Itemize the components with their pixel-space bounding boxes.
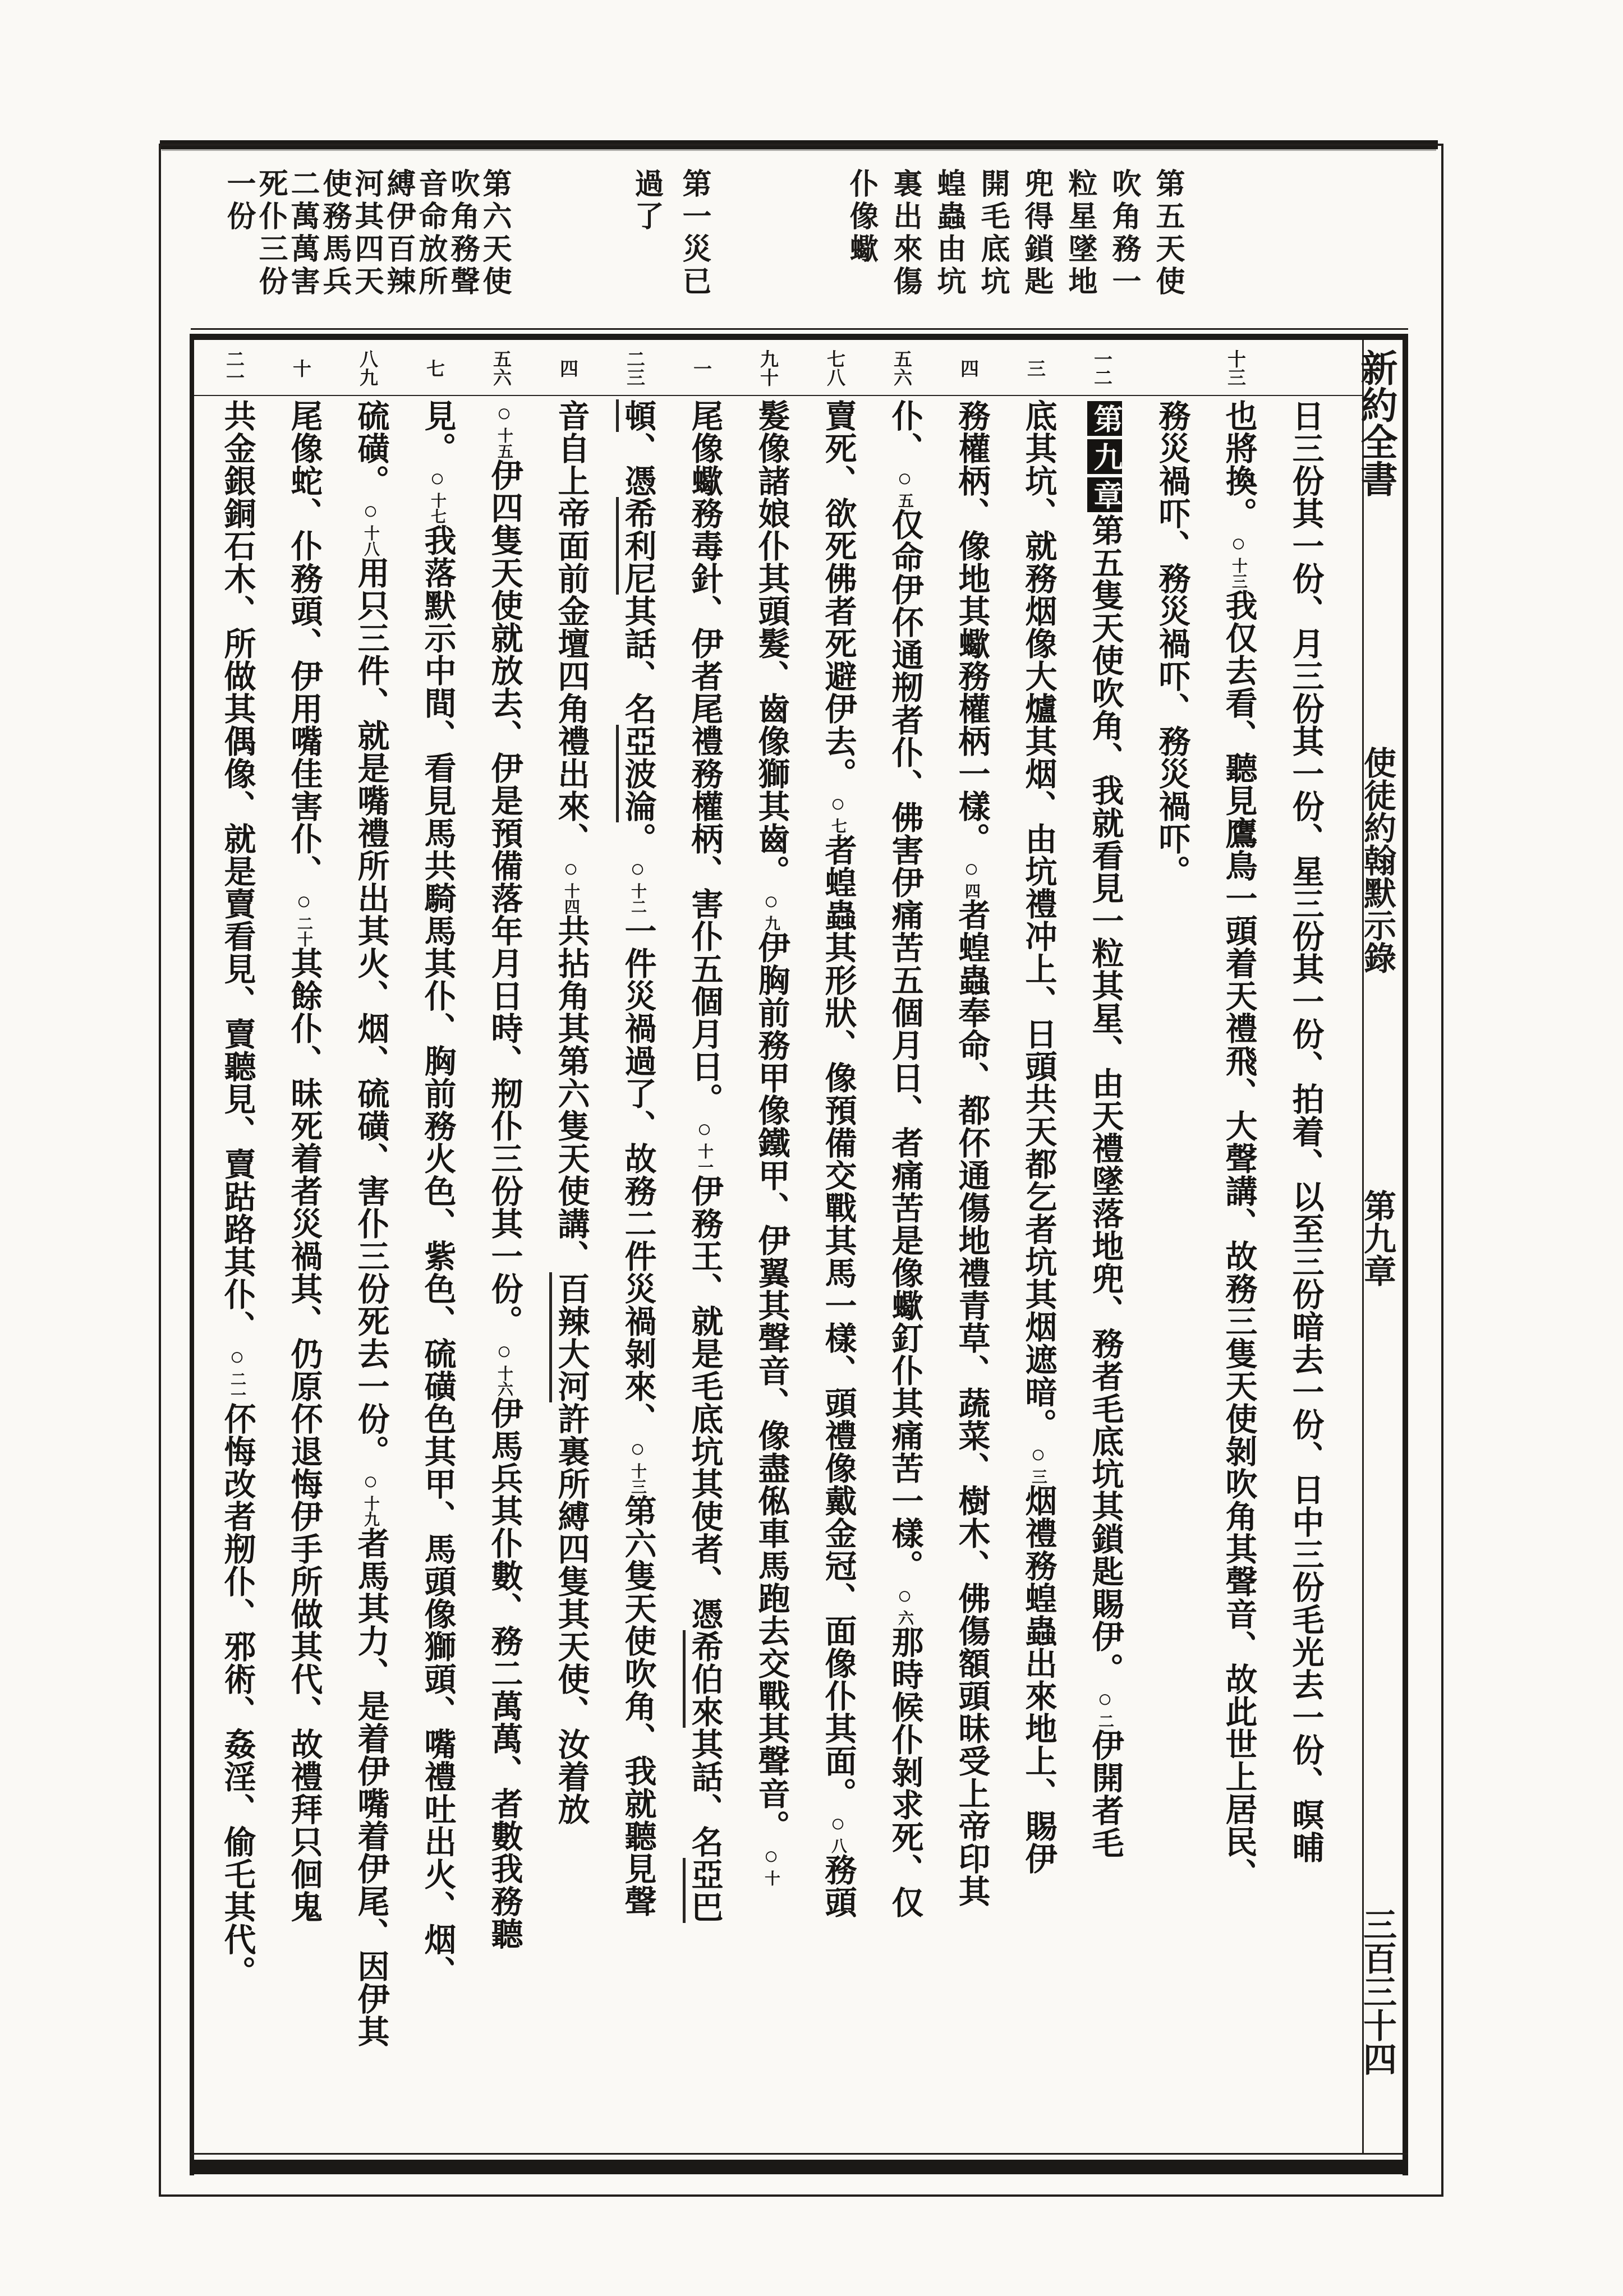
text-column-5: 底其坑、就務烟像大爐其烟、由坑禮冲上、日頭共天都乞者坑其烟遮暗。○三烟禮務蝗蟲出來地上、賜伊	[1020, 399, 1056, 1875]
verse-band-number: 十三	[1225, 349, 1245, 386]
gloss-left-col: 縛伊百辣	[382, 168, 414, 298]
frame-bottom-border	[191, 2160, 1408, 2174]
verse-marker: ○九	[757, 887, 785, 931]
chapter-heading-inverted: 第九章	[1087, 399, 1123, 514]
text-column-10: 尾像蠍務毒針、伊者尾禮務權柄、害仆五個月日。○十一伊務王、就是毛底坑其使者、憑希伯來其話、名亞巴	[678, 399, 723, 2159]
verse-marker: ○六	[891, 1582, 918, 1626]
verse-marker: ○二十	[290, 887, 318, 947]
gloss-right-col: 裏出來傷	[889, 168, 921, 298]
verse-marker: ○七	[824, 790, 852, 834]
verse-marker: ○四	[958, 855, 985, 899]
gloss-middle-col: 過了	[630, 168, 662, 233]
section-title: 使徒約翰默示錄	[1359, 746, 1395, 974]
text-column-4: 第九章第五隻天使吹角、我就看見一粒其星、由天禮墜落地兜、務者毛底坑其鎖匙賜伊。○二伊開者毛	[1079, 399, 1124, 2159]
chapter-label: 第九章	[1359, 1189, 1395, 1287]
text-column-13: ○十五伊四隻天使就放去、伊是預備落年月日時、剏仆三份其一份。○十六伊馬兵其仆數、務二萬萬、者數我務聽	[486, 399, 522, 1950]
verse-band-rule	[194, 395, 1362, 396]
gloss-right-col: 第五天使	[1151, 168, 1183, 298]
verse-band-number: 九十	[757, 349, 778, 386]
verse-band-number: 十	[290, 358, 310, 378]
text-column-7: 仆、○五仅命伊伓通剏者仆、佛害伊痛苦五個月日、者痛苦是像蠍釘仆其痛苦一樣。○六那時候仆剝求死、仅	[887, 399, 922, 1918]
frame-right-border	[1403, 334, 1408, 2175]
gloss-right-col: 兜得鎖匙	[1020, 168, 1052, 298]
verse-marker: ○十五	[490, 399, 518, 459]
verse-band-number: 五六	[490, 349, 511, 386]
verse-band-number: 七八	[824, 349, 844, 386]
gloss-left-col: 二萬萬害	[286, 168, 318, 298]
text-column-12: 音自上帝面前金壇四角禮出來、○十四共拈角其第六隻天使講、百辣大河許裏所縛四隻其天使、汝着放	[545, 399, 590, 2159]
gloss-left-col: 音命放所	[414, 168, 446, 298]
text-column-11: 頓、憑希利尼其話、名亞波淪。○十二一件災禍過了、故務二件災禍剝來、○十三第六隻天使吹角、我就聽見聲	[612, 399, 656, 2159]
verse-marker: ○十二	[624, 855, 651, 914]
book-title: 新約全書	[1355, 349, 1396, 497]
proper-name: 頓	[616, 399, 655, 432]
text-column-6: 務權柄、像地其蠍務權柄一樣。○四者蝗蟲奉命、都伓通傷地禮青草、蔬菜、樹木、佛傷額頭昧受上帝印其	[954, 399, 989, 1907]
gloss-right-col: 粒星墜地	[1064, 168, 1096, 298]
verse-marker: ○十	[757, 1842, 785, 1886]
proper-name: 亞波淪	[616, 725, 655, 822]
verse-band-number: 七	[424, 358, 444, 378]
gloss-right-col: 吹角務一	[1107, 168, 1139, 298]
verse-band-number: 四	[557, 358, 577, 378]
verse-band-number: 五六	[891, 349, 911, 386]
verse-marker: ○三	[1024, 1441, 1052, 1484]
gloss-right-col: 仆像蠍	[845, 168, 877, 266]
gloss-left-col: 吹角務聲	[446, 168, 478, 298]
proper-name: 亞巴	[683, 1858, 722, 1923]
verse-band-number: 二三	[624, 349, 644, 386]
verse-band-number: 八九	[357, 349, 377, 386]
text-column-1: 日三份其一份、月三份其一份、星三份其一份、拍着、以至三份暗去一份、日中三份毛光去一份、暝晡	[1288, 399, 1323, 1864]
gloss-left-col: 河其四天	[350, 168, 382, 298]
proper-name: 百辣大河	[549, 1272, 588, 1402]
verse-band-number: 一	[691, 358, 711, 378]
frame-left-border	[190, 334, 194, 2175]
verse-marker: ○十九	[357, 1467, 384, 1527]
verse-band-number: 二一	[223, 349, 243, 386]
gloss-middle-col: 第一災已	[678, 168, 710, 298]
verse-marker: ○十七	[424, 464, 451, 524]
text-column-15: 硫磺。○十八用只三件、就是嘴禮所出其火、烟、硫磺、害仆三份死去一份。○十九者馬其力、是着伊嘴着伊尾、因伊其	[353, 399, 388, 2047]
verse-marker: ○十六	[490, 1337, 518, 1397]
gloss-left-col: 死仆三份	[254, 168, 286, 298]
verse-band-number: 一二	[1091, 349, 1111, 386]
gloss-left-col: 使務馬兵	[318, 168, 350, 298]
proper-name: 希利尼	[616, 497, 655, 595]
text-column-14: 見。○十七我落默示中間、看見馬共騎馬其仆、胸前務火色、紫色、硫磺色其甲、馬頭像獅頭、嘴禮吐出火、烟、	[420, 399, 455, 1988]
verse-marker: ○二	[1091, 1685, 1119, 1729]
verse-marker: ○十三	[624, 1435, 651, 1494]
verse-band-number: 四	[958, 358, 978, 378]
text-column-3: 務災禍吓、務災禍吓、務災禍吓。	[1154, 399, 1189, 887]
text-column-17: 共金銀銅石木、所做其偶像、就是賣看見、賣聽見、賣跍路其仆、○二一伓悔改者剏仆、邪術、姦淫、偷乇其代。	[219, 399, 255, 1988]
proper-name: 希伯來	[683, 1630, 722, 1728]
verse-marker: ○十三	[1225, 530, 1252, 589]
text-column-8: 賣死、欲死佛者死避伊去。○七者蝗蟲其形狀、像預備交戰其馬一樣、頭禮像戴金冠、面像仆其面。○八務頭	[820, 399, 856, 1918]
gloss-left-col: 第六天使	[478, 168, 510, 298]
gloss-right-col: 開毛底坑	[976, 168, 1008, 298]
frame-top-border	[191, 334, 1408, 340]
gloss-right-col: 蝗蟲由坑	[932, 168, 964, 298]
verse-marker: ○八	[824, 1810, 852, 1853]
verse-band-number: 三	[1024, 358, 1045, 378]
frame-top-thin-rule	[191, 328, 1408, 330]
verse-marker: ○十八	[357, 497, 384, 556]
text-column-2: 也將換。○十三我仅去看、聽見鷹鳥一頭着天禮飛、大聲講、故務三隻天使剝吹角其聲音、故此世上居民、	[1221, 399, 1256, 1890]
text-column-16: 尾像蛇、仆務頭、伊用嘴佳害仆、○二十其餘仆、昧死着者災禍其、仍原伓退悔伊手所做其代、故禮拜只佪鬼	[286, 399, 321, 1923]
page-number: 三百三十四	[1359, 1907, 1396, 2076]
verse-marker: ○二一	[223, 1343, 251, 1402]
verse-marker: ○十一	[691, 1115, 718, 1175]
text-column-9: 髮像諸娘仆其頭髮、齒像獅其齒。○九伊胸前務甲像鐵甲、伊翼其聲音、像盡俬車馬跑去交戰其聲音。○十	[753, 399, 789, 1886]
verse-marker: ○十四	[557, 855, 585, 914]
gloss-left-col: 一份	[222, 168, 254, 233]
verse-marker: ○五	[891, 464, 918, 508]
